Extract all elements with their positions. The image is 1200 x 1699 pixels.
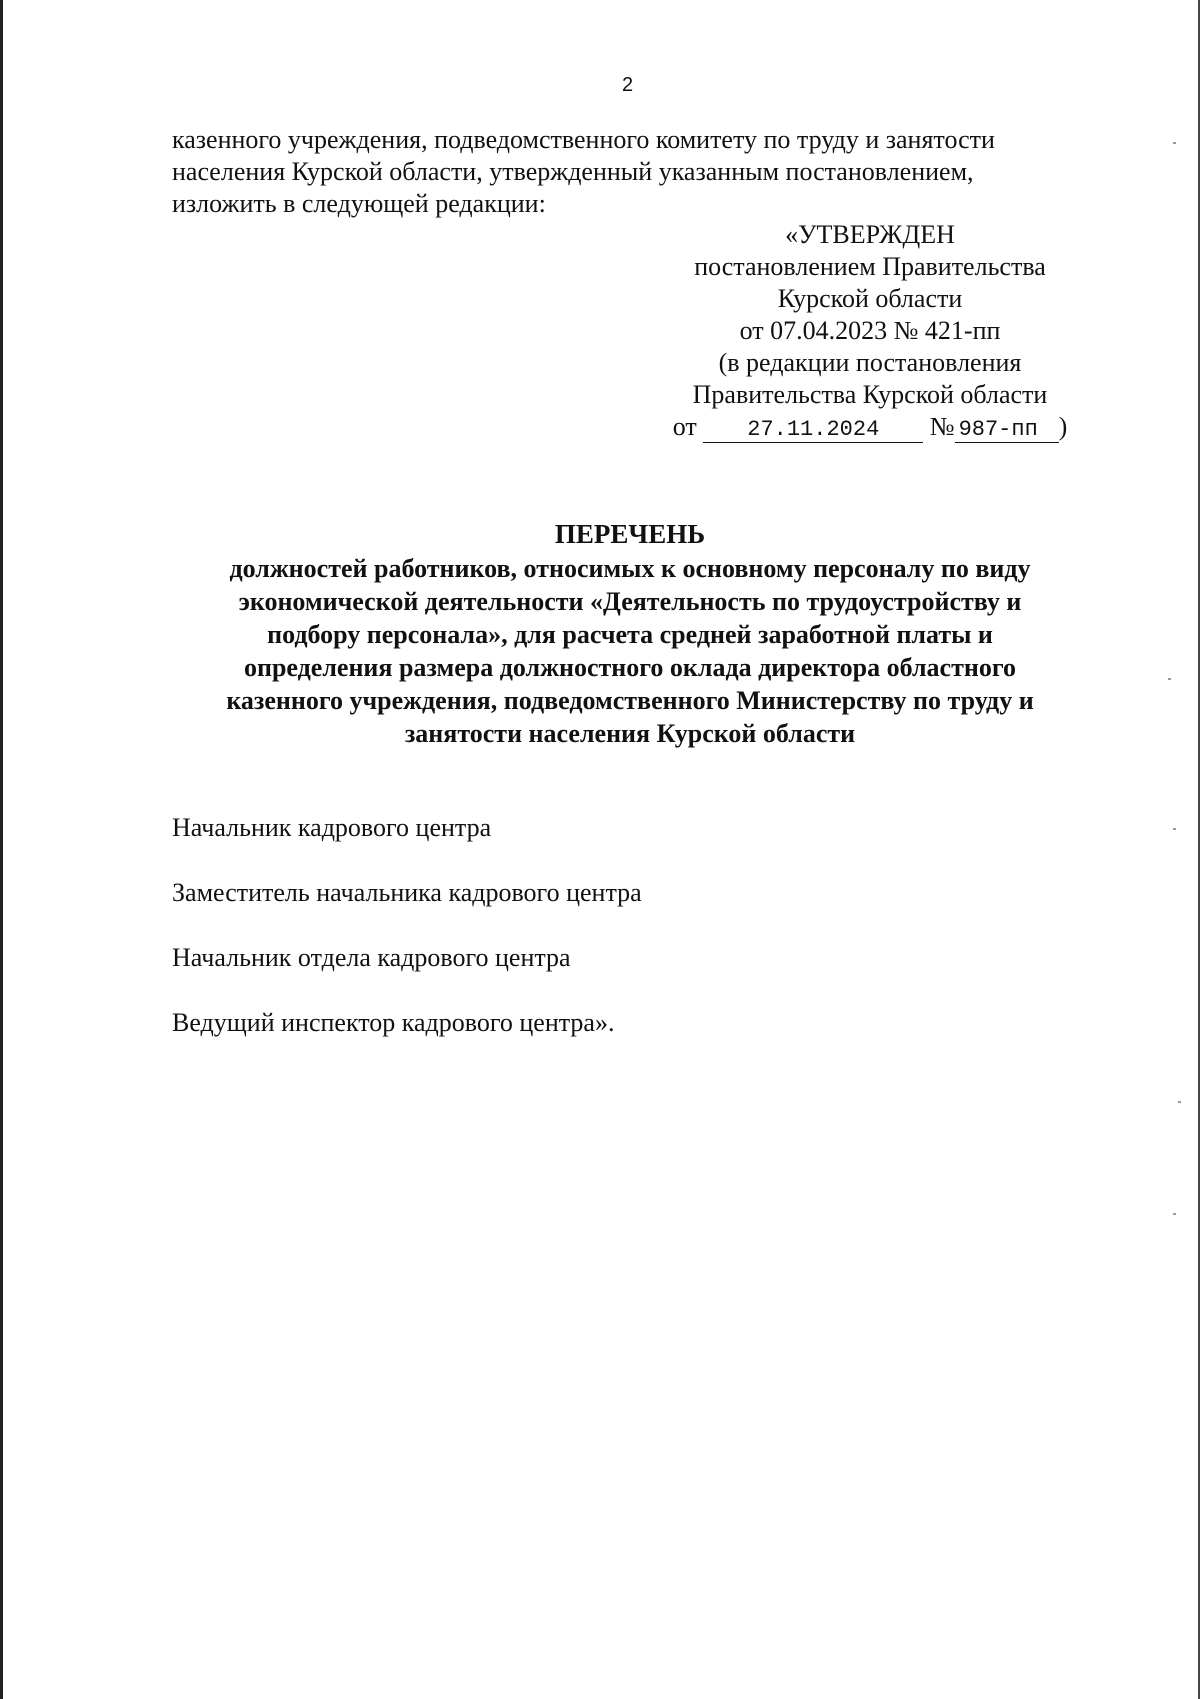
- approval-line: «УТВЕРЖДЕН: [785, 220, 955, 249]
- list-heading: [150, 518, 1110, 750]
- closing-paren: ): [1058, 412, 1068, 441]
- heading-line: должностей работников, относимых к основному персоналу по виду: [229, 554, 1031, 583]
- approval-line: (в редакции постановления: [718, 348, 1022, 377]
- approval-line: от 07.04.2023 № 421-пп: [739, 316, 1001, 345]
- heading-line: определения размера должностного оклада директора областного: [243, 653, 1017, 682]
- scan-speck: [1173, 142, 1176, 144]
- intro-line: казенного учреждения, подведомственного комитету по труду и занятости: [172, 125, 995, 154]
- approval-date-number-line: [640, 411, 1100, 443]
- approval-line: постановлением Правительства: [694, 252, 1046, 281]
- scan-border-left: [0, 0, 3, 1699]
- date-field: 27.11.2024: [703, 418, 923, 443]
- heading-line: экономической деятельности «Деятельность по трудоустройству и: [238, 587, 1022, 616]
- page-number: 2: [621, 74, 634, 96]
- scan-speck: [1173, 828, 1176, 830]
- intro-line: изложить в следующей редакции:: [172, 189, 546, 218]
- intro-line: населения Курской области, утвержденный указанным постановлением,: [172, 157, 974, 186]
- positions-list: [172, 812, 1072, 1072]
- position-item: Начальник отдела кадрового центра: [172, 943, 571, 972]
- position-item: Начальник кадрового центра: [172, 813, 492, 842]
- approval-line: Курской области: [777, 284, 963, 313]
- scan-speck: [1178, 1101, 1181, 1103]
- intro-paragraph: [172, 124, 1084, 220]
- heading-line: казенного учреждения, подведомственного Министерству по труду и: [226, 686, 1034, 715]
- scan-speck: [1168, 678, 1171, 680]
- approval-line: Правительства Курской области: [692, 380, 1048, 409]
- approval-stamp-block: [640, 219, 1100, 443]
- scan-speck: [1173, 1213, 1176, 1215]
- list-title: ПЕРЕЧЕНЬ: [554, 519, 706, 549]
- heading-line: занятости населения Курской области: [404, 719, 856, 748]
- number-label: №: [929, 412, 955, 441]
- position-item: Ведущий инспектор кадрового центра».: [172, 1008, 615, 1037]
- from-label: от: [672, 412, 697, 441]
- number-field: 987-пп: [955, 418, 1059, 443]
- heading-line: подбору персонала», для расчета средней заработной платы и: [267, 620, 993, 649]
- position-item: Заместитель начальника кадрового центра: [172, 878, 642, 907]
